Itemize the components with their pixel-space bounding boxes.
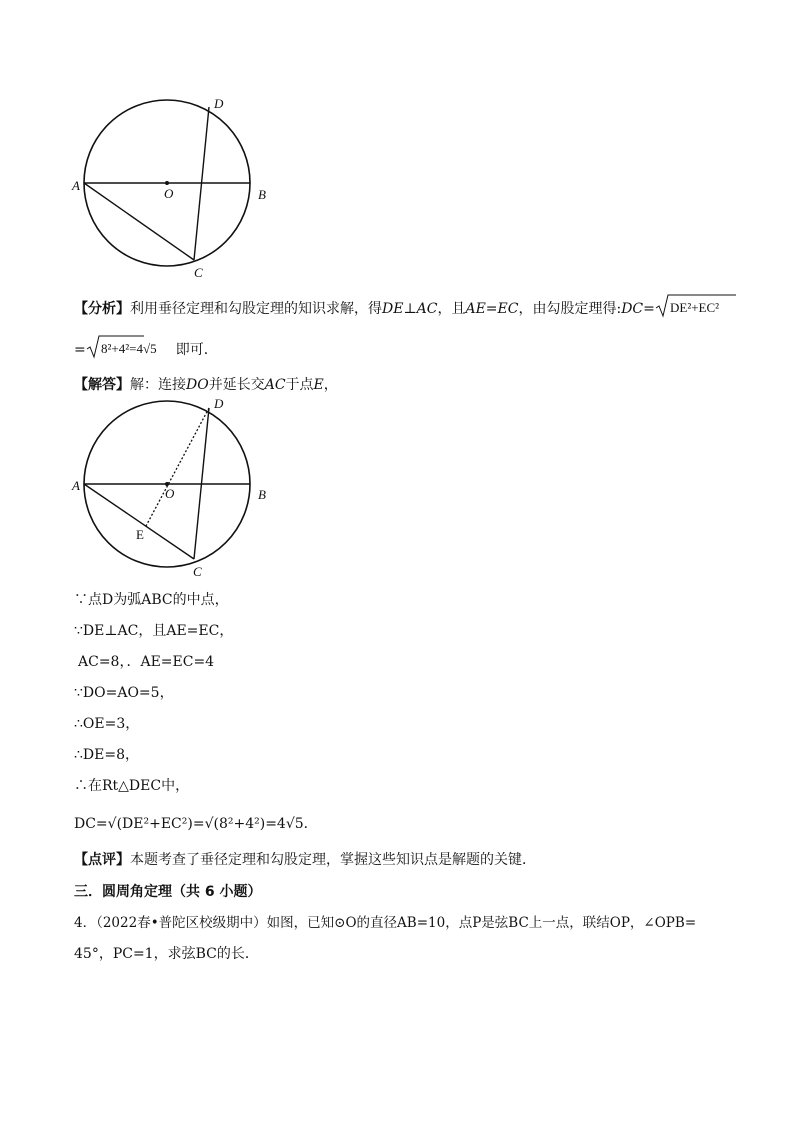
analysis-text-2: ，且 (437, 301, 466, 317)
equals: = (485, 301, 498, 317)
solution-line (74, 375, 338, 395)
var-EC: EC (497, 301, 519, 317)
solution-tag: 【解答】 (74, 377, 130, 393)
label-O-2: O (165, 486, 175, 501)
step-4: ∵DO=AO=5， (74, 685, 174, 701)
step-8: DC=√(DE²+EC²)=√(8²+4²)=4√5． (74, 816, 318, 832)
problem4-line-2: 45°，PC=1，求弦BC的长． (74, 946, 259, 962)
solution-text-3: 于点 (285, 377, 314, 393)
center-dot (165, 181, 169, 185)
analysis-text-1: 利用垂径定理和勾股定理的知识求解，得 (130, 301, 382, 317)
label-E-2: E (136, 527, 144, 542)
var-E: E (313, 377, 324, 393)
solution-text-4: ， (323, 377, 338, 393)
step-5: ∴OE=3， (74, 716, 140, 732)
sqrt-expr-1 (655, 293, 737, 325)
expr-DE2-EC2: DE²+EC² (669, 300, 719, 315)
label-D-2: D (214, 396, 224, 411)
step-6: ∴DE=8， (74, 747, 139, 763)
equals-2: = (643, 301, 655, 317)
step-3: AC=8，．AE=EC=4 (78, 654, 215, 670)
solution-text-1: 解：连接 (130, 377, 186, 393)
chord-AC-2 (84, 484, 194, 559)
analysis-tail: 即可． (175, 342, 218, 358)
analysis-line-1 (74, 293, 737, 325)
step-1: ∵点D为弧ABC的中点， (74, 592, 229, 608)
label-B-2: B (258, 487, 266, 502)
comment-tag: 【点评】 (74, 852, 130, 868)
label-C-2: C (193, 564, 202, 579)
label-D: D (214, 96, 224, 111)
label-O: O (164, 186, 174, 201)
section-title: 三．圆周角定理（共 6 小题） (74, 884, 262, 900)
circle-figure-1 (60, 90, 290, 285)
step-2: ∵DE⊥AC，且AE=EC， (74, 623, 234, 639)
var-DC: DC (621, 301, 644, 317)
label-A: A (72, 178, 80, 193)
var-DE: DE (382, 301, 404, 317)
label-B: B (258, 187, 266, 202)
var-AC: AC (416, 301, 438, 317)
analysis-line-2 (74, 334, 218, 366)
sqrt-expr-2 (86, 334, 176, 366)
var-DO: DO (186, 377, 209, 393)
analysis-tag: 【分析】 (74, 301, 130, 317)
analysis-text-3: ，由勾股定理得: (518, 301, 622, 317)
comment-line (74, 850, 536, 870)
problem4-line-1: 4．（2022春•普陀区校级期中）如图，已知⊙O的直径AB=10，点P是弦BC上一点，联结OP，∠OPB= (74, 915, 697, 931)
label-A-2: A (72, 478, 80, 493)
var-AE: AE (465, 301, 486, 317)
var-AC-2: AC (264, 377, 286, 393)
solution-text-2: 并延长交 (208, 377, 265, 393)
perp-symbol: ⊥ (403, 301, 417, 317)
chord-AC (84, 183, 194, 260)
circle-figure-2 (60, 394, 290, 589)
step-7: ∴在Rt△DEC中， (74, 778, 190, 794)
comment-text: 本题考查了垂径定理和勾股定理，掌握这些知识点是解题的关键． (130, 852, 536, 868)
expr-8-4: 8²+4²=4√5 (100, 341, 157, 356)
equals-3: = (74, 342, 86, 358)
label-C: C (194, 265, 203, 280)
